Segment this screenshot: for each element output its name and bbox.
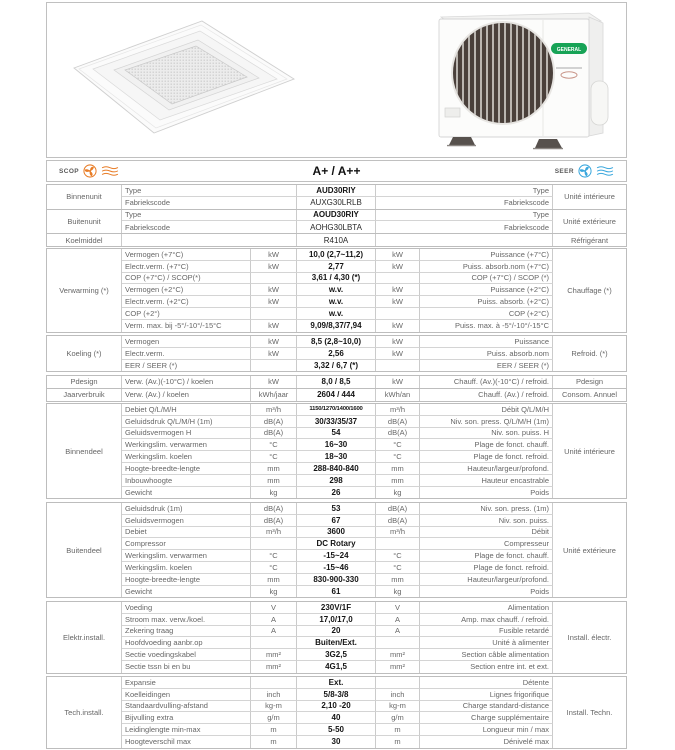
row-label-fr: Puissance	[420, 336, 553, 348]
row-unit-nl: kW	[251, 284, 297, 296]
section-heating	[46, 248, 627, 333]
row-label-fr: Plage de fonct. refroid.	[420, 451, 553, 463]
indoor-unit-image	[59, 11, 309, 141]
row-label-fr: Poids	[420, 586, 553, 598]
group-tech-install	[47, 677, 626, 748]
row-unit-nl: inch	[251, 689, 297, 701]
row-unit-nl: mm	[251, 574, 297, 586]
row-unit-fr: kWh/an	[376, 389, 420, 401]
row-value: 53	[297, 503, 376, 515]
row-label-fr: Puiss. max. à -5°/-10°/-15°C	[420, 320, 553, 332]
row-value: Buiten/Ext.	[297, 637, 376, 649]
row-label-fr: COP (+7°C) / SCOP (*)	[420, 273, 553, 285]
row-label-fr: Fusible retardé	[420, 626, 553, 638]
category-right: Refroid. (*)	[571, 349, 608, 359]
row-value: 2,10 -20	[297, 701, 376, 713]
row-unit-fr: kW	[376, 348, 420, 360]
row-value: 40	[297, 712, 376, 724]
row-unit-fr: kW	[376, 284, 420, 296]
row-label-nl: Werkingslim. koelen	[122, 562, 251, 574]
row-label-fr: Fabriekscode	[376, 221, 553, 233]
row-unit-fr	[376, 308, 420, 320]
row-unit-fr: dB(A)	[376, 428, 420, 440]
group-koelmiddel	[47, 233, 626, 246]
row-unit-fr: g/m	[376, 712, 420, 724]
row-label-fr: Plage de fonct. chauff.	[420, 439, 553, 451]
row-label-fr	[376, 234, 553, 246]
row-unit-fr: m³/h	[376, 404, 420, 416]
row-unit-nl: dB(A)	[251, 515, 297, 527]
row-label-nl: Werkingslim. verwarmen	[122, 550, 251, 562]
row-unit-nl: mm²	[251, 661, 297, 673]
row-value: 30	[297, 736, 376, 748]
row-unit-nl: kW	[251, 348, 297, 360]
category-left: Jaarverbruik	[47, 389, 122, 401]
row-label-nl: Gewicht	[122, 487, 251, 499]
row-value: 9,09/8,37/7,94	[297, 320, 376, 332]
row-unit-nl: m	[251, 724, 297, 736]
row-unit-nl: dB(A)	[251, 416, 297, 428]
row-label-nl: Verw. (Av.)(-10°C) / koelen	[122, 376, 251, 388]
row-unit-fr: °C	[376, 439, 420, 451]
row-unit-fr: m³/h	[376, 527, 420, 539]
group-elektr-install	[47, 602, 626, 673]
row-unit-nl: g/m	[251, 712, 297, 724]
row-label-fr: Chauff. (Av.) / refroid.	[420, 389, 553, 401]
row-unit-fr: kW	[376, 320, 420, 332]
row-label-fr: Section entre int. et ext.	[420, 661, 553, 673]
row-value: AUD30RIY	[297, 185, 376, 197]
outdoor-condenser-graphic	[425, 5, 625, 155]
general-logo-badge	[551, 43, 587, 54]
row-label-nl: Hoogte-breedte-lengte	[122, 463, 251, 475]
row-label-fr: EER / SEER (*)	[420, 360, 553, 372]
row-value: w.v.	[297, 308, 376, 320]
row-unit-nl: kW	[251, 296, 297, 308]
row-value: Ext.	[297, 677, 376, 689]
row-unit-fr: kg	[376, 586, 420, 598]
category-right: Install. Techn.	[566, 707, 613, 717]
group-binnenunit	[47, 185, 626, 209]
row-label-nl: Fabriekscode	[122, 197, 297, 209]
row-value: 30/33/35/37	[297, 416, 376, 428]
row-unit-fr: kg-m	[376, 701, 420, 713]
row-label-fr: Hauteur encastrable	[420, 475, 553, 487]
row-value: -15~46	[297, 562, 376, 574]
row-label-nl: Inbouwhoogte	[122, 475, 251, 487]
row-unit-fr: dB(A)	[376, 515, 420, 527]
row-label-nl: Hoofdvoeding aanbr.op	[122, 637, 251, 649]
category-right: Unité extérieure	[563, 216, 616, 226]
row-value: 8,0 / 8,5	[297, 376, 376, 388]
row-value: AUXG30LRLB	[297, 197, 376, 209]
row-value: 26	[297, 487, 376, 499]
row-value: 4G1,5	[297, 661, 376, 673]
row-label-fr: Amp. max chauff. / refroid.	[420, 614, 553, 626]
row-value: R410A	[297, 234, 376, 246]
row-unit-nl: kW	[251, 249, 297, 261]
row-value: 18~30	[297, 451, 376, 463]
row-unit-nl: A	[251, 614, 297, 626]
category-right: Consom. Annuel	[561, 390, 618, 400]
row-label-fr: Alimentation	[420, 602, 553, 614]
row-label-nl: Compressor	[122, 538, 251, 550]
row-label-nl: Leidinglengte min-max	[122, 724, 251, 736]
row-label-nl: Geluidsdruk Q/L/M/H (1m)	[122, 416, 251, 428]
row-unit-fr: kW	[376, 249, 420, 261]
category-left: Elektr.install.	[47, 602, 122, 673]
row-unit-nl: A	[251, 626, 297, 638]
row-unit-fr: dB(A)	[376, 416, 420, 428]
group-koeling	[47, 336, 626, 371]
outdoor-unit-image	[425, 5, 625, 160]
row-value: 2,56	[297, 348, 376, 360]
row-unit-fr: kW	[376, 296, 420, 308]
row-label-nl: Type	[122, 210, 297, 222]
row-label-fr: Puiss. absorb.nom (+7°C)	[420, 261, 553, 273]
row-label-nl: Sectie voedingskabel	[122, 649, 251, 661]
row-label-fr: Puiss. absorb.nom	[420, 348, 553, 360]
row-label-fr: Niv. son. press. Q/L/M/H (1m)	[420, 416, 553, 428]
row-value: 2604 / 444	[297, 389, 376, 401]
row-label-nl: Verw. (Av.) / koelen	[122, 389, 251, 401]
row-unit-fr	[376, 637, 420, 649]
row-label-fr: Poids	[420, 487, 553, 499]
section-outdoor-section	[46, 502, 627, 598]
row-unit-nl: m³/h	[251, 527, 297, 539]
general-logo-text: GENERAL	[556, 46, 582, 53]
row-label-fr: Hauteur/largeur/profond.	[420, 463, 553, 475]
category-left: Binnenunit	[47, 185, 122, 209]
row-unit-nl: kg	[251, 487, 297, 499]
section-cooling	[46, 335, 627, 372]
energy-rating-bar	[46, 160, 627, 182]
group-verwarming	[47, 249, 626, 332]
row-value: 830-900-330	[297, 574, 376, 586]
cooling-fan-icon	[578, 164, 592, 178]
row-unit-nl: °C	[251, 451, 297, 463]
row-label-nl: Sectie tssn bi en bu	[122, 661, 251, 673]
row-unit-nl: mm	[251, 463, 297, 475]
category-left: Tech.install.	[47, 677, 122, 748]
row-label-nl: Zekering traag	[122, 626, 251, 638]
row-label-nl: EER / SEER (*)	[122, 360, 251, 372]
seer-rating-side	[555, 164, 614, 178]
row-value: 5/8-3/8	[297, 689, 376, 701]
section-electrical	[46, 601, 627, 674]
row-label-fr: Niv. son. press. (1m)	[420, 503, 553, 515]
scop-label: SCOP	[59, 167, 80, 175]
row-label-nl: Standaardvulling-afstand	[122, 701, 251, 713]
row-label-nl: Hoogte-breedte-lengte	[122, 574, 251, 586]
category-right: Unité extérieure	[563, 545, 616, 555]
row-value: 54	[297, 428, 376, 440]
row-label-fr: Charge supplémentaire	[420, 712, 553, 724]
row-unit-nl	[251, 538, 297, 550]
row-unit-fr: °C	[376, 550, 420, 562]
row-label-nl: Electr.verm. (+2°C)	[122, 296, 251, 308]
row-label-fr: Type	[376, 185, 553, 197]
row-label-nl: Hoogteverschil max	[122, 736, 251, 748]
row-label-nl: Type	[122, 185, 297, 197]
row-label-nl: Stroom max. verw./koel.	[122, 614, 251, 626]
row-label-fr: Détente	[420, 677, 553, 689]
category-left: Verwarming (*)	[47, 249, 122, 332]
row-unit-fr: kW	[376, 376, 420, 388]
row-value: 17,0/17,0	[297, 614, 376, 626]
row-label-fr: Type	[376, 210, 553, 222]
row-label-fr: Fabriekscode	[376, 197, 553, 209]
row-label-nl: Debiet	[122, 527, 251, 539]
row-unit-fr: mm²	[376, 649, 420, 661]
row-unit-nl	[251, 308, 297, 320]
row-label-nl: Geluidsdruk (1m)	[122, 503, 251, 515]
row-value: AOUD30RIY	[297, 210, 376, 222]
row-value: DC Rotary	[297, 538, 376, 550]
row-value: w.v.	[297, 296, 376, 308]
row-unit-fr: mm	[376, 475, 420, 487]
row-unit-fr: m	[376, 736, 420, 748]
row-label-nl: Electr.verm. (+7°C)	[122, 261, 251, 273]
row-label-nl: COP (+2°)	[122, 308, 251, 320]
row-value: 3600	[297, 527, 376, 539]
row-label-fr: Unité à alimenter	[420, 637, 553, 649]
row-unit-nl: m	[251, 736, 297, 748]
category-right: Réfrigérant	[570, 235, 609, 245]
row-unit-fr	[376, 360, 420, 372]
row-label-fr: Charge standard-distance	[420, 701, 553, 713]
row-unit-nl	[251, 677, 297, 689]
row-unit-fr: A	[376, 614, 420, 626]
row-unit-fr: °C	[376, 451, 420, 463]
category-right: Pdesign	[575, 377, 604, 387]
row-value: w.v.	[297, 284, 376, 296]
row-label-nl: Voeding	[122, 602, 251, 614]
row-unit-fr: A	[376, 626, 420, 638]
row-unit-nl	[251, 273, 297, 285]
row-unit-nl: °C	[251, 562, 297, 574]
scop-rating-side	[59, 164, 119, 178]
heating-airflow-icon	[101, 165, 119, 177]
row-label-fr: Dénivelé max	[420, 736, 553, 748]
row-label-nl: Debiet Q/L/M/H	[122, 404, 251, 416]
row-value: 8,5 (2,8~10,0)	[297, 336, 376, 348]
row-unit-fr: m	[376, 724, 420, 736]
row-unit-fr: mm	[376, 463, 420, 475]
row-unit-nl: kW	[251, 376, 297, 388]
row-unit-fr: kg	[376, 487, 420, 499]
row-label-nl: Electr.verm.	[122, 348, 251, 360]
row-unit-nl: dB(A)	[251, 503, 297, 515]
row-label-fr: Section câble alimentation	[420, 649, 553, 661]
category-left: Koeling (*)	[47, 336, 122, 371]
row-unit-fr: mm	[376, 574, 420, 586]
row-label-fr: Lignes frigorifique	[420, 689, 553, 701]
row-unit-nl: °C	[251, 550, 297, 562]
row-unit-fr: mm²	[376, 661, 420, 673]
row-value: 230V/1F	[297, 602, 376, 614]
row-label-nl: Vermogen (+2°C)	[122, 284, 251, 296]
group-buitenunit	[47, 209, 626, 234]
row-label-fr: Hauteur/largeur/profond.	[420, 574, 553, 586]
row-unit-nl: °C	[251, 439, 297, 451]
row-unit-nl: mm	[251, 475, 297, 487]
row-value: 3,32 / 6,7 (*)	[297, 360, 376, 372]
row-label-nl: Fabriekscode	[122, 221, 297, 233]
row-value: 16~30	[297, 439, 376, 451]
section-design-consumption	[46, 375, 627, 402]
row-unit-fr: dB(A)	[376, 503, 420, 515]
section-identification	[46, 184, 627, 247]
category-right: Unité intérieure	[564, 192, 615, 202]
row-label-nl: Koelleidingen	[122, 689, 251, 701]
row-value: 10,0 (2,7~11,2)	[297, 249, 376, 261]
row-label-nl: Bijvulling extra	[122, 712, 251, 724]
row-unit-fr: °C	[376, 562, 420, 574]
row-label-nl: Expansie	[122, 677, 251, 689]
row-label-fr: Compresseur	[420, 538, 553, 550]
row-unit-fr	[376, 677, 420, 689]
row-label-fr: Longueur min / max	[420, 724, 553, 736]
row-unit-nl: kW	[251, 261, 297, 273]
row-label-fr: Niv. son. puiss.	[420, 515, 553, 527]
row-value: AOHG30LBTA	[297, 221, 376, 233]
row-unit-nl: V	[251, 602, 297, 614]
row-label-nl: Verm. max. bij -5°/-10°/-15°C	[122, 320, 251, 332]
row-unit-nl: kW	[251, 336, 297, 348]
category-right: Install. électr.	[567, 632, 612, 642]
row-unit-nl: dB(A)	[251, 428, 297, 440]
row-value: 288-840-840	[297, 463, 376, 475]
group-jaarverbruik	[47, 388, 626, 401]
category-right: Chauffage (*)	[567, 285, 612, 295]
row-label-fr: Débit Q/L/M/H	[420, 404, 553, 416]
row-unit-nl: kW	[251, 320, 297, 332]
heating-fan-icon	[83, 164, 97, 178]
row-label-nl: Vermogen (+7°C)	[122, 249, 251, 261]
energy-class-title: A+ / A++	[312, 164, 361, 178]
row-label-nl: COP (+7°C) / SCOP(*)	[122, 273, 251, 285]
row-label-nl: Gewicht	[122, 586, 251, 598]
row-value: 20	[297, 626, 376, 638]
seer-label: SEER	[554, 167, 574, 175]
row-value: 2,77	[297, 261, 376, 273]
row-label-fr: Puissance (+2°C)	[420, 284, 553, 296]
row-unit-nl	[251, 360, 297, 372]
category-left: Buitendeel	[47, 503, 122, 597]
row-label-fr: Puiss. absorb. (+2°C)	[420, 296, 553, 308]
row-label-fr: Débit	[420, 527, 553, 539]
row-value: 1150/1270/1400/1600	[297, 404, 376, 416]
section-technical	[46, 676, 627, 749]
row-label-nl: Geluidsvermogen H	[122, 428, 251, 440]
row-value: 298	[297, 475, 376, 487]
section-indoor-section	[46, 403, 627, 499]
row-unit-fr: inch	[376, 689, 420, 701]
row-value: 3,61 / 4,30 (*)	[297, 273, 376, 285]
ceiling-cassette-graphic	[59, 11, 309, 136]
row-unit-fr: V	[376, 602, 420, 614]
row-label-fr: Niv. son. puiss. H	[420, 428, 553, 440]
row-unit-nl: m³/h	[251, 404, 297, 416]
row-unit-fr	[376, 538, 420, 550]
row-label-fr: Chauff. (Av.)(-10°C) / refroid.	[420, 376, 553, 388]
row-label-nl: Vermogen	[122, 336, 251, 348]
group-buitendeel	[47, 503, 626, 597]
group-binnendeel	[47, 404, 626, 498]
row-unit-nl: kg-m	[251, 701, 297, 713]
row-unit-fr	[376, 273, 420, 285]
row-label-fr: COP (+2°C)	[420, 308, 553, 320]
category-left: Buitenunit	[47, 210, 122, 234]
row-unit-fr: kW	[376, 261, 420, 273]
category-left: Binnendeel	[47, 404, 122, 498]
category-right: Unité intérieure	[564, 446, 615, 456]
row-unit-fr: kW	[376, 336, 420, 348]
row-label-nl: Werkingslim. koelen	[122, 451, 251, 463]
category-left: Koelmiddel	[47, 234, 122, 246]
row-label-nl: Geluidsvermogen	[122, 515, 251, 527]
row-unit-nl: kWh/jaar	[251, 389, 297, 401]
category-left: Pdesign	[47, 376, 122, 388]
row-label-fr: Puissance (+7°C)	[420, 249, 553, 261]
row-value: -15~24	[297, 550, 376, 562]
row-value: 61	[297, 586, 376, 598]
product-images-panel	[46, 2, 627, 158]
row-value: 3G2,5	[297, 649, 376, 661]
row-label-fr: Plage de fonct. chauff.	[420, 550, 553, 562]
group-pdesign	[47, 376, 626, 388]
row-unit-nl: mm²	[251, 649, 297, 661]
row-unit-nl: kg	[251, 586, 297, 598]
row-label-nl	[122, 234, 297, 246]
row-label-fr: Plage de fonct. refroid.	[420, 562, 553, 574]
row-value: 5-50	[297, 724, 376, 736]
row-value: 67	[297, 515, 376, 527]
row-label-nl: Werkingslim. verwarmen	[122, 439, 251, 451]
cooling-airflow-icon	[596, 165, 614, 177]
row-unit-nl	[251, 637, 297, 649]
